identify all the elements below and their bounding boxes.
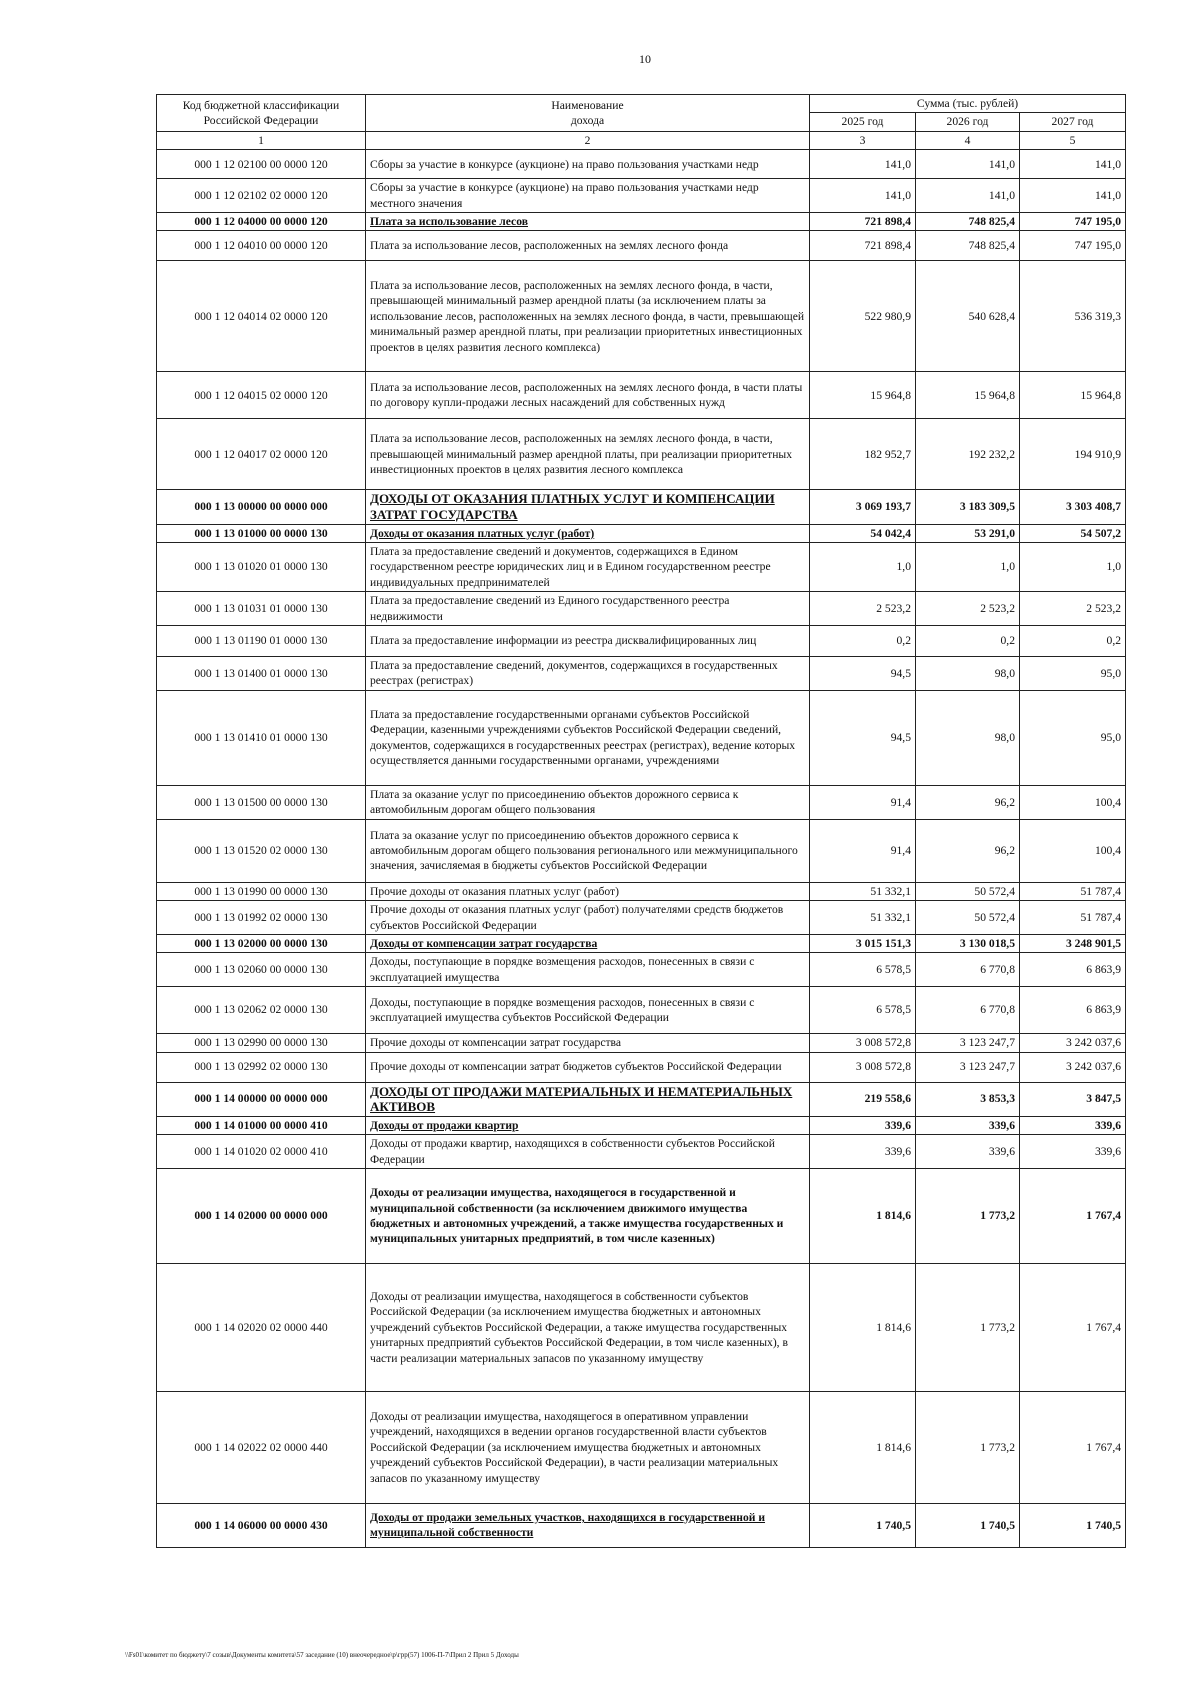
- amount-2025: 91,4: [810, 785, 916, 819]
- amount-2027: 51 787,4: [1020, 901, 1126, 935]
- amount-2026: 98,0: [916, 657, 1020, 691]
- amount-2027: 194 910,9: [1020, 419, 1126, 490]
- revenue-name: Плата за использование лесов, расположенных на землях лесного фонда, в части, превышающей минимальный размер арендной платы, при реализации приоритетных инвестиционных проектов в целях развития лесного комплекса: [366, 419, 810, 490]
- budget-code: 000 1 12 02100 00 0000 120: [157, 150, 366, 179]
- revenue-name: Плата за оказание услуг по присоединению объектов дорожного сервиса к автомобильным дорогам общего пользования: [366, 785, 810, 819]
- amount-2025: 0,2: [810, 626, 916, 657]
- revenue-name: Доходы от продажи земельных участков, находящихся в государственной и муниципальной собственности: [366, 1503, 810, 1547]
- amount-2025: 6 578,5: [810, 987, 916, 1034]
- amount-2027: 141,0: [1020, 179, 1126, 213]
- budget-code: 000 1 13 01990 00 0000 130: [157, 882, 366, 900]
- revenue-name: Плата за предоставление сведений, документов, содержащихся в государственных реестрах (регистрах): [366, 657, 810, 691]
- revenue-name: Прочие доходы от оказания платных услуг (работ): [366, 882, 810, 900]
- amount-2026: 748 825,4: [916, 213, 1020, 231]
- header-year-2026: 2026 год: [916, 113, 1020, 131]
- revenue-name: Плата за использование лесов: [366, 213, 810, 231]
- revenue-name: Плата за использование лесов, расположенных на землях лесного фонда: [366, 231, 810, 261]
- amount-2025: 51 332,1: [810, 882, 916, 900]
- amount-2025: 1,0: [810, 543, 916, 592]
- amount-2027: 6 863,9: [1020, 953, 1126, 987]
- budget-code: 000 1 14 01020 02 0000 410: [157, 1135, 366, 1169]
- table-row: [157, 934, 1126, 952]
- table-row: [157, 657, 1126, 691]
- amount-2026: 96,2: [916, 819, 1020, 882]
- revenue-name: Доходы от реализации имущества, находящегося в государственной и муниципальной собственности (за исключением движимого имущества бюджетных и автономных учреждений, а также имущества государственных и муниципальных унитарных предприятий, в том числе казенных): [366, 1168, 810, 1263]
- amount-2025: 3 008 572,8: [810, 1034, 916, 1052]
- header-col-number-4: 4: [916, 131, 1020, 149]
- table-row: [157, 490, 1126, 524]
- table-row: [157, 901, 1126, 935]
- revenue-name: Доходы от оказания платных услуг (работ): [366, 524, 810, 542]
- budget-code: 000 1 14 02022 02 0000 440: [157, 1391, 366, 1503]
- table-row: [157, 419, 1126, 490]
- budget-code: 000 1 13 02060 00 0000 130: [157, 953, 366, 987]
- budget-code: 000 1 13 02062 02 0000 130: [157, 987, 366, 1034]
- table-row: [157, 1082, 1126, 1116]
- budget-code: 000 1 14 01000 00 0000 410: [157, 1116, 366, 1134]
- amount-2025: 91,4: [810, 819, 916, 882]
- table-row: [157, 524, 1126, 542]
- table-row: [157, 819, 1126, 882]
- amount-2027: 3 847,5: [1020, 1082, 1126, 1116]
- budget-code: 000 1 13 02992 02 0000 130: [157, 1052, 366, 1082]
- revenue-name: Плата за оказание услуг по присоединению объектов дорожного сервиса к автомобильным дорогам общего пользования регионального или межмуниципального значения, зачисляемая в бюджеты субъектов Российской Федерации: [366, 819, 810, 882]
- amount-2025: 141,0: [810, 150, 916, 179]
- table-row: [157, 1116, 1126, 1134]
- budget-code: 000 1 13 01410 01 0000 130: [157, 690, 366, 785]
- revenue-name: ДОХОДЫ ОТ ПРОДАЖИ МАТЕРИАЛЬНЫХ И НЕМАТЕРИАЛЬНЫХ АКТИВОВ: [366, 1082, 810, 1116]
- amount-2025: 3 069 193,7: [810, 490, 916, 524]
- amount-2027: 339,6: [1020, 1116, 1126, 1134]
- amount-2027: 3 303 408,7: [1020, 490, 1126, 524]
- revenue-name: Плата за предоставление информации из реестра дисквалифицированных лиц: [366, 626, 810, 657]
- amount-2026: 98,0: [916, 690, 1020, 785]
- budget-code: 000 1 13 02990 00 0000 130: [157, 1034, 366, 1052]
- amount-2027: 1 767,4: [1020, 1391, 1126, 1503]
- amount-2027: 95,0: [1020, 690, 1126, 785]
- amount-2027: 339,6: [1020, 1135, 1126, 1169]
- header-row-numbers: [157, 131, 1126, 149]
- amount-2025: 721 898,4: [810, 213, 916, 231]
- amount-2027: 51 787,4: [1020, 882, 1126, 900]
- amount-2027: 2 523,2: [1020, 592, 1126, 626]
- header-col-number-3: 3: [810, 131, 916, 149]
- amount-2026: 53 291,0: [916, 524, 1020, 542]
- amount-2026: 1 773,2: [916, 1391, 1020, 1503]
- revenue-name: Плата за предоставление сведений и документов, содержащихся в Едином государственном реестре юридических лиц и в Едином государственном реестре индивидуальных предпринимателей: [366, 543, 810, 592]
- amount-2027: 141,0: [1020, 150, 1126, 179]
- revenue-name: Доходы от компенсации затрат государства: [366, 934, 810, 952]
- amount-2025: 51 332,1: [810, 901, 916, 935]
- budget-code: 000 1 13 01520 02 0000 130: [157, 819, 366, 882]
- table-row: [157, 213, 1126, 231]
- header-name-line2: дохода: [570, 113, 605, 127]
- revenue-name: Доходы от реализации имущества, находящегося в собственности субъектов Российской Федерации (за исключением имущества бюджетных и автономных учреждений субъектов Российской Федерации, а также имущества государственных унитарных предприятий субъектов Российской Федерации, в том числе казенных), в части реализации материальных запасов по указанному имуществу: [366, 1263, 810, 1391]
- revenue-name: Доходы от продажи квартир, находящихся в собственности субъектов Российской Федерации: [366, 1135, 810, 1169]
- amount-2027: 15 964,8: [1020, 372, 1126, 419]
- amount-2026: 339,6: [916, 1116, 1020, 1134]
- revenue-name: Плата за предоставление государственными органами субъектов Российской Федерации, казенными учреждениями субъектов Российской Федерации сведений, документов, содержащихся в государственных реестрах (регистрах), ведение которых осуществляется данными государственными органами, учреждениями: [366, 690, 810, 785]
- amount-2026: 1 740,5: [916, 1503, 1020, 1547]
- amount-2025: 94,5: [810, 690, 916, 785]
- amount-2025: 3 015 151,3: [810, 934, 916, 952]
- amount-2027: 1 740,5: [1020, 1503, 1126, 1547]
- budget-code: 000 1 12 04010 00 0000 120: [157, 231, 366, 261]
- budget-code: 000 1 13 01992 02 0000 130: [157, 901, 366, 935]
- amount-2025: 219 558,6: [810, 1082, 916, 1116]
- amount-2025: 182 952,7: [810, 419, 916, 490]
- budget-code: 000 1 13 02000 00 0000 130: [157, 934, 366, 952]
- amount-2027: 100,4: [1020, 785, 1126, 819]
- amount-2025: 2 523,2: [810, 592, 916, 626]
- amount-2026: 3 853,3: [916, 1082, 1020, 1116]
- amount-2025: 141,0: [810, 179, 916, 213]
- budget-code: 000 1 12 04015 02 0000 120: [157, 372, 366, 419]
- revenue-name: Доходы, поступающие в порядке возмещения расходов, понесенных в связи с эксплуатацией имущества: [366, 953, 810, 987]
- amount-2026: 192 232,2: [916, 419, 1020, 490]
- amount-2025: 6 578,5: [810, 953, 916, 987]
- header-code-line1: Код бюджетной классификации: [182, 98, 340, 112]
- table-row: [157, 953, 1126, 987]
- amount-2026: 1,0: [916, 543, 1020, 592]
- revenue-name: Плата за использование лесов, расположенных на землях лесного фонда, в части, превышающей минимальный размер арендной платы (за исключением платы за использование лесов, расположенных на землях лесного фонда, в части, превышающей минимальный размер арендной платы, при реализации приоритетных инвестиционных проектов в целях развития лесного комплекса): [366, 261, 810, 372]
- amount-2026: 141,0: [916, 179, 1020, 213]
- table-row: [157, 1135, 1126, 1169]
- budget-code: 000 1 13 01020 01 0000 130: [157, 543, 366, 592]
- file-path-footer: \\Fs01\комитет по бюджету\7 созыв\Документы комитета\57 заседание (10) внеочередное\p\грр(57) 1006-П-7\Прил 2 Прил 5 Доходы: [125, 1651, 519, 1659]
- amount-2026: 6 770,8: [916, 953, 1020, 987]
- amount-2026: 141,0: [916, 150, 1020, 179]
- header-name-line1: Наименование: [551, 98, 624, 112]
- amount-2027: 54 507,2: [1020, 524, 1126, 542]
- budget-code: 000 1 13 01000 00 0000 130: [157, 524, 366, 542]
- amount-2025: 15 964,8: [810, 372, 916, 419]
- revenue-name: ДОХОДЫ ОТ ОКАЗАНИЯ ПЛАТНЫХ УСЛУГ И КОМПЕНСАЦИИ ЗАТРАТ ГОСУДАРСТВА: [366, 490, 810, 524]
- revenue-name: Плата за предоставление сведений из Единого государственного реестра недвижимости: [366, 592, 810, 626]
- budget-code: 000 1 12 04017 02 0000 120: [157, 419, 366, 490]
- budget-code: 000 1 12 02102 02 0000 120: [157, 179, 366, 213]
- amount-2026: 6 770,8: [916, 987, 1020, 1034]
- table-row: [157, 1168, 1126, 1263]
- table-row: [157, 987, 1126, 1034]
- revenue-name: Доходы от продажи квартир: [366, 1116, 810, 1134]
- amount-2025: 522 980,9: [810, 261, 916, 372]
- table-row: [157, 785, 1126, 819]
- amount-2026: 0,2: [916, 626, 1020, 657]
- table-row: [157, 1263, 1126, 1391]
- table-row: [157, 261, 1126, 372]
- budget-code: 000 1 13 01400 01 0000 130: [157, 657, 366, 691]
- amount-2025: 339,6: [810, 1135, 916, 1169]
- amount-2026: 15 964,8: [916, 372, 1020, 419]
- amount-2027: 0,2: [1020, 626, 1126, 657]
- revenue-name: Сборы за участие в конкурсе (аукционе) на право пользования участками недр местного значения: [366, 179, 810, 213]
- amount-2027: 100,4: [1020, 819, 1126, 882]
- amount-2026: 3 183 309,5: [916, 490, 1020, 524]
- amount-2025: 1 740,5: [810, 1503, 916, 1547]
- amount-2026: 50 572,4: [916, 901, 1020, 935]
- header-code-cell: [157, 95, 366, 132]
- amount-2026: 50 572,4: [916, 882, 1020, 900]
- table-row: [157, 231, 1126, 261]
- amount-2025: 339,6: [810, 1116, 916, 1134]
- table-row: [157, 179, 1126, 213]
- header-year-2027: 2027 год: [1020, 113, 1126, 131]
- amount-2026: 1 773,2: [916, 1168, 1020, 1263]
- amount-2025: 1 814,6: [810, 1168, 916, 1263]
- amount-2027: 747 195,0: [1020, 231, 1126, 261]
- revenue-name: Доходы, поступающие в порядке возмещения расходов, понесенных в связи с эксплуатацией имущества субъектов Российской Федерации: [366, 987, 810, 1034]
- header-code-line2: Российской Федерации: [203, 113, 319, 127]
- budget-code: 000 1 12 04000 00 0000 120: [157, 213, 366, 231]
- amount-2027: 536 319,3: [1020, 261, 1126, 372]
- amount-2027: 95,0: [1020, 657, 1126, 691]
- revenue-name: Сборы за участие в конкурсе (аукционе) на право пользования участками недр: [366, 150, 810, 179]
- budget-code: 000 1 13 01500 00 0000 130: [157, 785, 366, 819]
- amount-2025: 3 008 572,8: [810, 1052, 916, 1082]
- amount-2027: 1 767,4: [1020, 1263, 1126, 1391]
- header-year-2025: 2025 год: [810, 113, 916, 131]
- amount-2025: 54 042,4: [810, 524, 916, 542]
- amount-2026: 3 123 247,7: [916, 1034, 1020, 1052]
- amount-2027: 747 195,0: [1020, 213, 1126, 231]
- amount-2026: 96,2: [916, 785, 1020, 819]
- table-row: [157, 882, 1126, 900]
- table-row: [157, 690, 1126, 785]
- page-number: 10: [639, 52, 651, 66]
- amount-2027: 1 767,4: [1020, 1168, 1126, 1263]
- amount-2026: 3 130 018,5: [916, 934, 1020, 952]
- revenue-name: Прочие доходы от компенсации затрат государства: [366, 1034, 810, 1052]
- table-row: [157, 1391, 1126, 1503]
- amount-2026: 1 773,2: [916, 1263, 1020, 1391]
- budget-code: 000 1 13 01190 01 0000 130: [157, 626, 366, 657]
- table-row: [157, 1052, 1126, 1082]
- header-name-cell: [366, 95, 810, 132]
- budget-code: 000 1 12 04014 02 0000 120: [157, 261, 366, 372]
- revenue-table: [156, 94, 1126, 1548]
- budget-code: 000 1 14 06000 00 0000 430: [157, 1503, 366, 1547]
- amount-2027: 1,0: [1020, 543, 1126, 592]
- table-row: [157, 150, 1126, 179]
- amount-2025: 721 898,4: [810, 231, 916, 261]
- amount-2025: 94,5: [810, 657, 916, 691]
- budget-code: 000 1 14 02000 00 0000 000: [157, 1168, 366, 1263]
- amount-2026: 339,6: [916, 1135, 1020, 1169]
- header-col-number-5: 5: [1020, 131, 1126, 149]
- amount-2027: 3 248 901,5: [1020, 934, 1126, 952]
- revenue-name: Плата за использование лесов, расположенных на землях лесного фонда, в части платы по договору купли-продажи лесных насаждений для собственных нужд: [366, 372, 810, 419]
- table-row: [157, 372, 1126, 419]
- header-col-number-2: 2: [366, 131, 810, 149]
- table-row: [157, 1034, 1126, 1052]
- amount-2026: 540 628,4: [916, 261, 1020, 372]
- table-row: [157, 1503, 1126, 1547]
- header-row-top: [157, 95, 1126, 113]
- budget-code: 000 1 13 01031 01 0000 130: [157, 592, 366, 626]
- amount-2026: 748 825,4: [916, 231, 1020, 261]
- budget-code: 000 1 14 00000 00 0000 000: [157, 1082, 366, 1116]
- budget-code: 000 1 14 02020 02 0000 440: [157, 1263, 366, 1391]
- header-col-number-1: 1: [157, 131, 366, 149]
- revenue-name: Прочие доходы от оказания платных услуг (работ) получателями средств бюджетов субъектов Российской Федерации: [366, 901, 810, 935]
- header-sum-title: Сумма (тыс. рублей): [810, 95, 1126, 113]
- table-row: [157, 626, 1126, 657]
- amount-2025: 1 814,6: [810, 1263, 916, 1391]
- amount-2027: 3 242 037,6: [1020, 1052, 1126, 1082]
- table-row: [157, 592, 1126, 626]
- amount-2027: 3 242 037,6: [1020, 1034, 1126, 1052]
- table-row: [157, 543, 1126, 592]
- amount-2026: 2 523,2: [916, 592, 1020, 626]
- budget-code: 000 1 13 00000 00 0000 000: [157, 490, 366, 524]
- amount-2027: 6 863,9: [1020, 987, 1126, 1034]
- amount-2026: 3 123 247,7: [916, 1052, 1020, 1082]
- revenue-name: Прочие доходы от компенсации затрат бюджетов субъектов Российской Федерации: [366, 1052, 810, 1082]
- revenue-name: Доходы от реализации имущества, находящегося в оперативном управлении учреждений, находящихся в ведении органов государственной власти субъектов Российской Федерации (за исключением имущества бюджетных и автономных учреждений субъектов Российской Федерации), в части реализации материальных запасов по указанному имуществу: [366, 1391, 810, 1503]
- amount-2025: 1 814,6: [810, 1391, 916, 1503]
